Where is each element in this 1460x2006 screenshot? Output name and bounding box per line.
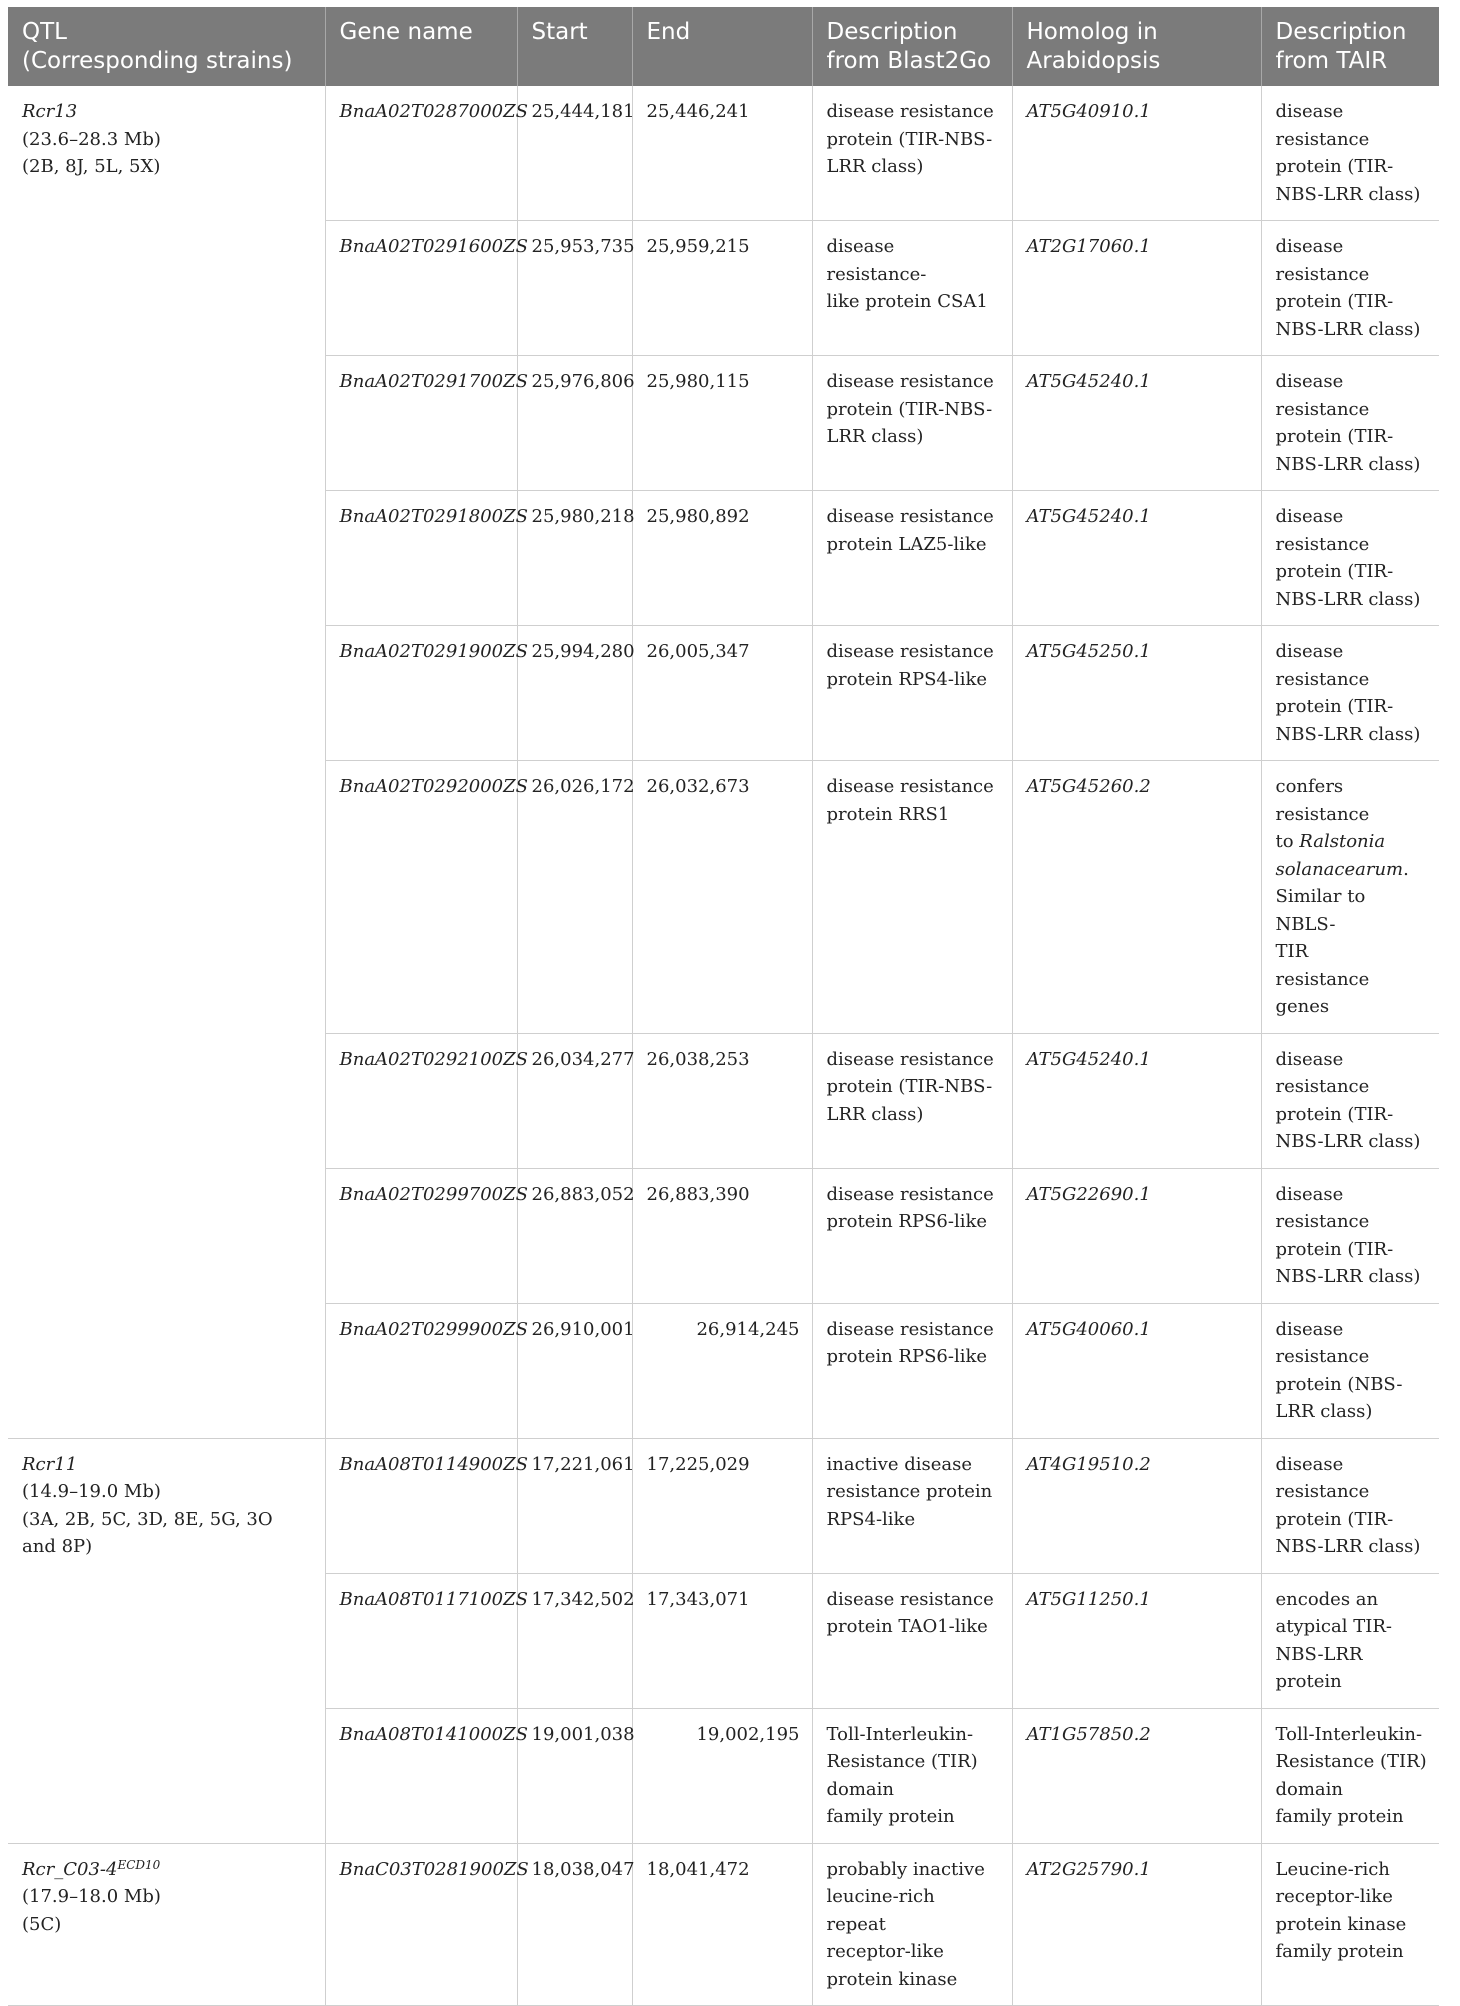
end-cell: 25,959,215 — [632, 221, 812, 356]
header-tair-label: Description from TAIR — [1275, 19, 1407, 74]
start-cell: 26,883,052 — [517, 1168, 632, 1303]
header-gene-label: Gene name — [339, 19, 473, 45]
header-start — [517, 7, 632, 86]
arabidopsis-homolog-cell: AT2G25790.1 — [1012, 1843, 1261, 2006]
qtl-name: Rcr13 — [22, 101, 78, 122]
start-cell: 26,026,172 — [517, 761, 632, 1034]
gene-table — [8, 7, 1439, 2006]
gene-name-cell: BnaA02T0291700ZS — [325, 356, 517, 491]
arabidopsis-homolog-cell: AT4G19510.2 — [1012, 1438, 1261, 1573]
qtl-name: Rcr_C03-4 — [22, 1858, 118, 1880]
qtl-superscript: ECD10 — [117, 1857, 161, 1872]
arabidopsis-homolog-cell: AT5G45250.1 — [1012, 626, 1261, 761]
qtl-range: (17.9–18.0 Mb) — [22, 1886, 161, 1907]
table-row — [8, 1843, 1439, 2006]
header-homolog — [1012, 7, 1261, 86]
qtl-cell — [8, 86, 325, 1438]
table-row — [8, 1438, 1439, 1573]
tair-description-cell: disease resistance protein (NBS- LRR class) — [1261, 1303, 1439, 1438]
blast2go-description-cell: disease resistance protein RPS6-like — [812, 1168, 1012, 1303]
start-cell: 19,001,038 — [517, 1708, 632, 1843]
gene-name-cell: BnaA02T0287000ZS — [325, 86, 517, 221]
start-cell: 26,910,001 — [517, 1303, 632, 1438]
arabidopsis-homolog-cell: AT5G45240.1 — [1012, 1033, 1261, 1168]
arabidopsis-homolog-cell: AT2G17060.1 — [1012, 221, 1261, 356]
end-cell: 26,005,347 — [632, 626, 812, 761]
end-cell: 25,980,115 — [632, 356, 812, 491]
gene-name-cell: BnaC03T0281900ZS — [325, 1843, 517, 2006]
tair-description-cell: Leucine-rich receptor-like protein kinase family protein — [1261, 1843, 1439, 2006]
qtl-strains: (5C) — [22, 1913, 62, 1935]
start-cell: 25,994,280 — [517, 626, 632, 761]
blast2go-description-cell: probably inactive leucine-rich repeat receptor-like protein kinase — [812, 1843, 1012, 2006]
gene-name-cell: BnaA02T0292100ZS — [325, 1033, 517, 1168]
blast2go-description-cell: disease resistance protein RPS6-like — [812, 1303, 1012, 1438]
tair-description-part: confers resistance to — [1275, 776, 1370, 852]
tair-description-cell: disease resistance protein (TIR- NBS-LRR class) — [1261, 356, 1439, 491]
arabidopsis-homolog-cell: AT5G40910.1 — [1012, 86, 1261, 221]
arabidopsis-homolog-cell: AT5G22690.1 — [1012, 1168, 1261, 1303]
header-tair — [1261, 7, 1439, 86]
end-cell: 26,914,245 — [632, 1303, 812, 1438]
end-cell: 26,038,253 — [632, 1033, 812, 1168]
header-blast-label: Description from Blast2Go — [826, 19, 992, 74]
arabidopsis-homolog-cell: AT5G11250.1 — [1012, 1573, 1261, 1708]
gene-name-cell: BnaA02T0299900ZS — [325, 1303, 517, 1438]
tair-description-part: Ralstonia solanacearum — [1275, 831, 1404, 880]
qtl-cell — [8, 1438, 325, 1843]
blast2go-description-cell: inactive disease resistance protein RPS4-like — [812, 1438, 1012, 1573]
tair-description-cell: disease resistance protein (TIR- NBS-LRR class) — [1261, 221, 1439, 356]
start-cell: 25,953,735 — [517, 221, 632, 356]
start-cell: 17,221,061 — [517, 1438, 632, 1573]
arabidopsis-homolog-cell: AT5G45240.1 — [1012, 491, 1261, 626]
end-cell: 25,980,892 — [632, 491, 812, 626]
gene-name-cell: BnaA02T0299700ZS — [325, 1168, 517, 1303]
qtl-name: Rcr11 — [22, 1453, 78, 1475]
tair-description-part: . Similar to NBLS- TIR resistance genes — [1275, 858, 1409, 1017]
qtl-range: (23.6–28.3 Mb) — [22, 128, 161, 150]
start-cell: 25,980,218 — [517, 491, 632, 626]
qtl-strains: (3A, 2B, 5C, 3D, 8E, 5G, 3O and 8P) — [22, 1508, 273, 1557]
qtl-cell — [8, 1843, 325, 2006]
gene-name-cell: BnaA02T0291600ZS — [325, 221, 517, 356]
tair-description-cell: disease resistance protein (TIR- NBS-LRR class) — [1261, 86, 1439, 221]
header-row — [8, 7, 1439, 86]
tair-description-cell: disease resistance protein (TIR- NBS-LRR class) — [1261, 1033, 1439, 1168]
table-header — [8, 7, 1439, 86]
blast2go-description-cell: disease resistance protein (TIR-NBS- LRR class) — [812, 1033, 1012, 1168]
table-row — [8, 86, 1439, 221]
gene-name-cell: BnaA02T0291800ZS — [325, 491, 517, 626]
tair-description-cell: disease resistance protein (TIR- NBS-LRR class) — [1261, 1168, 1439, 1303]
end-cell: 19,002,195 — [632, 1708, 812, 1843]
gene-name-cell: BnaA08T0141000ZS — [325, 1708, 517, 1843]
gene-name-cell: BnaA08T0114900ZS — [325, 1438, 517, 1573]
start-cell: 26,034,277 — [517, 1033, 632, 1168]
end-cell: 26,032,673 — [632, 761, 812, 1034]
header-homolog-label: Homolog in Arabidopsis — [1026, 19, 1161, 74]
tair-description-cell: disease resistance protein (TIR- NBS-LRR class) — [1261, 1438, 1439, 1573]
gene-name-cell: BnaA02T0291900ZS — [325, 626, 517, 761]
header-end-label: End — [646, 19, 691, 45]
qtl-range: (14.9–19.0 Mb) — [22, 1481, 161, 1502]
start-cell: 25,444,181 — [517, 86, 632, 221]
end-cell: 26,883,390 — [632, 1168, 812, 1303]
table-body — [8, 86, 1439, 2006]
blast2go-description-cell: disease resistance protein (TIR-NBS- LRR class) — [812, 86, 1012, 221]
start-cell: 17,342,502 — [517, 1573, 632, 1708]
end-cell: 17,343,071 — [632, 1573, 812, 1708]
blast2go-description-cell: disease resistance protein LAZ5-like — [812, 491, 1012, 626]
arabidopsis-homolog-cell: AT5G40060.1 — [1012, 1303, 1261, 1438]
header-qtl — [8, 7, 325, 86]
tair-description-cell — [1261, 761, 1439, 1034]
blast2go-description-cell: disease resistance- like protein CSA1 — [812, 221, 1012, 356]
blast2go-description-cell: disease resistance protein TAO1-like — [812, 1573, 1012, 1708]
arabidopsis-homolog-cell: AT5G45260.2 — [1012, 761, 1261, 1034]
tair-description-cell: encodes an atypical TIR- NBS-LRR protein — [1261, 1573, 1439, 1708]
arabidopsis-homolog-cell: AT1G57850.2 — [1012, 1708, 1261, 1843]
blast2go-description-cell: disease resistance protein RRS1 — [812, 761, 1012, 1034]
tair-description-cell: disease resistance protein (TIR- NBS-LRR class) — [1261, 491, 1439, 626]
header-start-label: Start — [531, 19, 588, 45]
arabidopsis-homolog-cell: AT5G45240.1 — [1012, 356, 1261, 491]
header-blast — [812, 7, 1012, 86]
gene-name-cell: BnaA02T0292000ZS — [325, 761, 517, 1034]
start-cell: 25,976,806 — [517, 356, 632, 491]
qtl-strains: (2B, 8J, 5L, 5X) — [22, 156, 161, 177]
end-cell: 17,225,029 — [632, 1438, 812, 1573]
tair-description-cell: Toll-Interleukin- Resistance (TIR) domain family protein — [1261, 1708, 1439, 1843]
header-end — [632, 7, 812, 86]
gene-name-cell: BnaA08T0117100ZS — [325, 1573, 517, 1708]
blast2go-description-cell: disease resistance protein RPS4-like — [812, 626, 1012, 761]
header-qtl-label: QTL (Corresponding strains) — [22, 19, 293, 74]
tair-description-cell: disease resistance protein (TIR- NBS-LRR class) — [1261, 626, 1439, 761]
end-cell: 25,446,241 — [632, 86, 812, 221]
blast2go-description-cell: disease resistance protein (TIR-NBS- LRR class) — [812, 356, 1012, 491]
end-cell: 18,041,472 — [632, 1843, 812, 2006]
start-cell: 18,038,047 — [517, 1843, 632, 2006]
blast2go-description-cell: Toll-Interleukin- Resistance (TIR) domain family protein — [812, 1708, 1012, 1843]
header-gene — [325, 7, 517, 86]
